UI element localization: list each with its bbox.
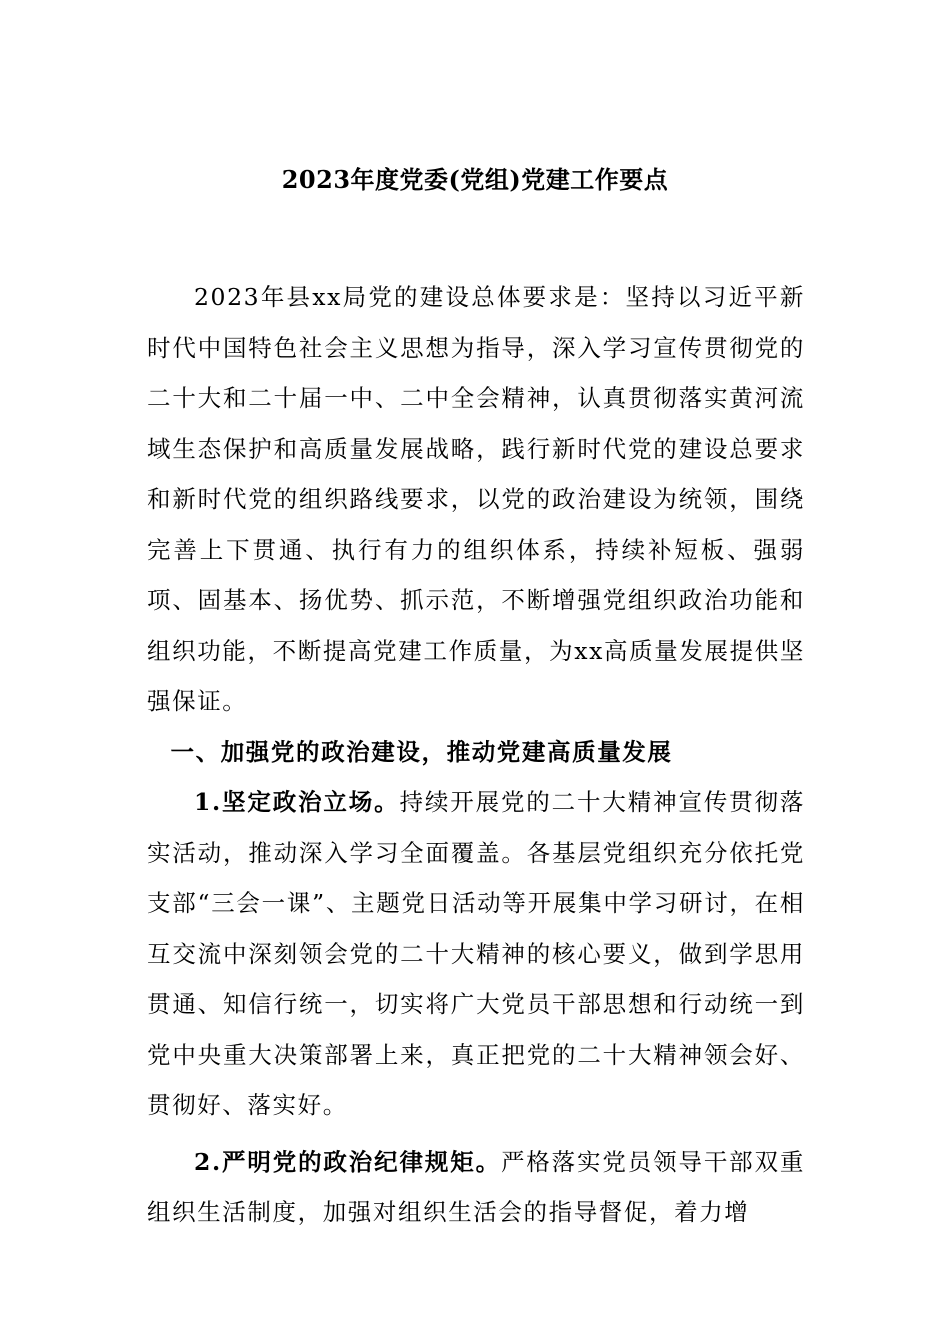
item-1-lead: 1.坚定政治立场。 — [194, 788, 400, 816]
intro-paragraph: 2023年县xx局党的建设总体要求是：坚持以习近平新时代中国特色社会主义思想为指导，深入学习宣传贯彻党的二十大和二十届一中、二中全会精神，认真贯彻落实黄河流域生态保护和高质量发展战略，践行新时代党的建设总要求和新时代党的组织路线要求，以党的政治建设为统领，围绕完善上下贯通、执行有力的组织体系，持续补短板、强弱项、固基本、扬优势、抓示范，不断增强党组织政治功能和组织功能，不断提高党建工作质量，为xx高质量发展提供坚强保证。 — [147, 283, 805, 715]
item-1-paragraph — [147, 777, 805, 1131]
item-2-paragraph — [147, 1137, 805, 1238]
item-2-text: 严格落实党员领导干部双重组织生活制度，加强对组织生活会的指导督促，着力增 — [147, 1147, 805, 1226]
item-2-lead: 2.严明党的政治纪律规矩。 — [194, 1147, 501, 1176]
document-body — [147, 272, 805, 1238]
section-heading-1: 一、加强党的政治建设，推动党建高质量发展 — [170, 737, 673, 766]
item-1-text: 持续开展党的二十大精神宣传贯彻落实活动，推动深入学习全面覆盖。各基层党组织充分依托党支部“三会一课”、主题党日活动等开展集中学习研讨，在相互交流中深刻领会党的二十大精神的核心要义，做到学思用贯通、知信行统一，切实将广大党员干部思想和行动统一到党中央重大决策部署上来，真正把党的二十大精神领会好、贯彻好、落实好。 — [147, 788, 805, 1119]
document-title: 2023年度党委(党组)党建工作要点 — [281, 165, 669, 194]
